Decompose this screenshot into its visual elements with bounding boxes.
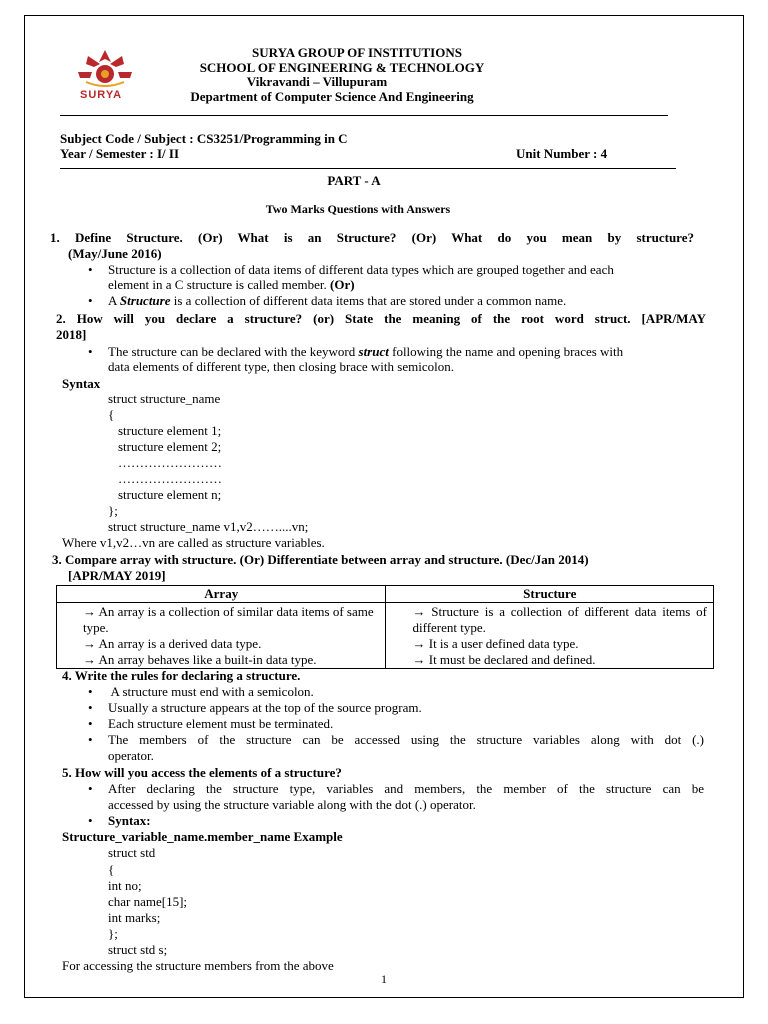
q5-footer-line: For accessing the structure members from the above bbox=[62, 958, 334, 973]
q5-answer-line1: After declaring the structure type, variables and members, the member of the structure can be bbox=[108, 781, 704, 796]
bullet: • bbox=[88, 781, 93, 796]
question-3: 3. Compare array with structure. (Or) Differentiate between array and structure. (Dec/Jan 2014) bbox=[52, 552, 589, 567]
column-header-structure: Structure bbox=[386, 586, 714, 603]
question-1-year: (May/June 2016) bbox=[68, 246, 162, 261]
question-2-year: 2018] bbox=[56, 327, 87, 342]
table-row bbox=[57, 636, 714, 652]
code-line: struct std bbox=[108, 845, 156, 860]
syntax-label: Syntax bbox=[62, 376, 101, 391]
table-cell: → It is a user defined data type. bbox=[386, 636, 714, 652]
code-line: structure element n; bbox=[118, 487, 222, 502]
q5-answer-line2: accessed by using the structure variable along with the dot (.) operator. bbox=[108, 797, 476, 812]
question-2: 2. How will you declare a structure? (or) State the meaning of the root word struct. [APR/MAY bbox=[56, 311, 706, 326]
table-cell: → An array behaves like a built-in data type. bbox=[57, 652, 386, 669]
table-header-row bbox=[57, 586, 714, 603]
code-line: { bbox=[108, 407, 115, 422]
page-number: 1 bbox=[381, 972, 387, 986]
q2-answer-line1: The structure can be declared with the keyword struct following the name and opening braces with bbox=[108, 344, 624, 359]
q4-rule: A structure must end with a semicolon. bbox=[108, 684, 314, 699]
table-cell: → An array is a derived data type. bbox=[57, 636, 386, 652]
section-subtitle: Two Marks Questions with Answers bbox=[265, 202, 451, 216]
code-line: struct std s; bbox=[108, 942, 168, 957]
part-heading: PART - A bbox=[327, 173, 381, 188]
bullet: • bbox=[88, 716, 93, 731]
code-line: char name[15]; bbox=[108, 894, 188, 909]
school-name: SCHOOL OF ENGINEERING & TECHNOLOGY bbox=[199, 60, 485, 75]
bullet: • bbox=[88, 262, 93, 277]
question-1: 1. Define Structure. (Or) What is an Structure? (Or) What do you mean by structure? bbox=[50, 230, 694, 245]
q2-answer-line2: data elements of different type, then closing brace with semicolon. bbox=[108, 359, 454, 374]
bullet: • bbox=[88, 344, 93, 359]
code-line: int no; bbox=[108, 878, 142, 893]
bullet: • bbox=[88, 813, 93, 828]
table-row bbox=[57, 652, 714, 669]
code-line: }; bbox=[108, 503, 118, 518]
q1-answer-1-line2: element in a C structure is called member. (Or) bbox=[108, 277, 355, 292]
department-name: Department of Computer Science And Engineering bbox=[190, 89, 474, 104]
q4-rule: The members of the structure can be accessed using the structure variables along with dot (.) bbox=[108, 732, 704, 747]
code-line: structure element 2; bbox=[118, 439, 222, 454]
bullet: • bbox=[88, 293, 93, 308]
bullet: • bbox=[88, 732, 93, 747]
q2-where-line: Where v1,v2…vn are called as structure variables. bbox=[62, 535, 325, 550]
comparison-table bbox=[56, 585, 714, 669]
question-5: 5. How will you access the elements of a structure? bbox=[62, 765, 342, 780]
column-header-array: Array bbox=[57, 586, 386, 603]
meta-divider bbox=[60, 168, 676, 169]
unit-number: Unit Number : 4 bbox=[516, 146, 608, 161]
code-line: struct structure_name bbox=[108, 391, 221, 406]
header-divider bbox=[60, 115, 668, 116]
code-line: }; bbox=[108, 926, 118, 941]
code-line: structure element 1; bbox=[118, 423, 222, 438]
logo-text: SURYA bbox=[80, 89, 123, 101]
code-line: { bbox=[108, 862, 115, 877]
table-row bbox=[57, 603, 714, 637]
q1-answer-1-line1: Structure is a collection of data items of different data types which are grouped together and each bbox=[108, 262, 614, 277]
table-cell: → It must be declared and defined. bbox=[386, 652, 714, 669]
q5-syntax-label: Syntax: bbox=[108, 813, 151, 828]
q4-rule: Each structure element must be terminated. bbox=[108, 716, 334, 731]
code-line: …………………… bbox=[118, 471, 222, 486]
question-4: 4. Write the rules for declaring a structure. bbox=[62, 668, 301, 683]
code-line: int marks; bbox=[108, 910, 161, 925]
q4-rule-continued: operator. bbox=[108, 748, 154, 763]
institution-name: SURYA GROUP OF INSTITUTIONS bbox=[252, 45, 462, 60]
code-line: struct structure_name v1,v2……....vn; bbox=[108, 519, 309, 534]
q4-rule: Usually a structure appears at the top of the source program. bbox=[108, 700, 422, 715]
location: Vikravandi – Villupuram bbox=[246, 74, 388, 89]
code-line: …………………… bbox=[118, 455, 222, 470]
year-semester: Year / Semester : I/ II bbox=[60, 146, 180, 161]
q1-answer-2: A Structure is a collection of different data items that are stored under a common name. bbox=[108, 293, 567, 308]
subject-line: Subject Code / Subject : CS3251/Programming in C bbox=[60, 131, 348, 146]
bullet: • bbox=[88, 684, 93, 699]
bullet: • bbox=[88, 700, 93, 715]
table-cell: → An array is a collection of similar data items of same type. bbox=[57, 603, 386, 637]
question-3-year: [APR/MAY 2019] bbox=[68, 568, 166, 583]
table-cell: → Structure is a collection of different data items of different type. bbox=[386, 603, 714, 637]
q5-syntax-line: Structure_variable_name.member_name Example bbox=[62, 829, 343, 844]
